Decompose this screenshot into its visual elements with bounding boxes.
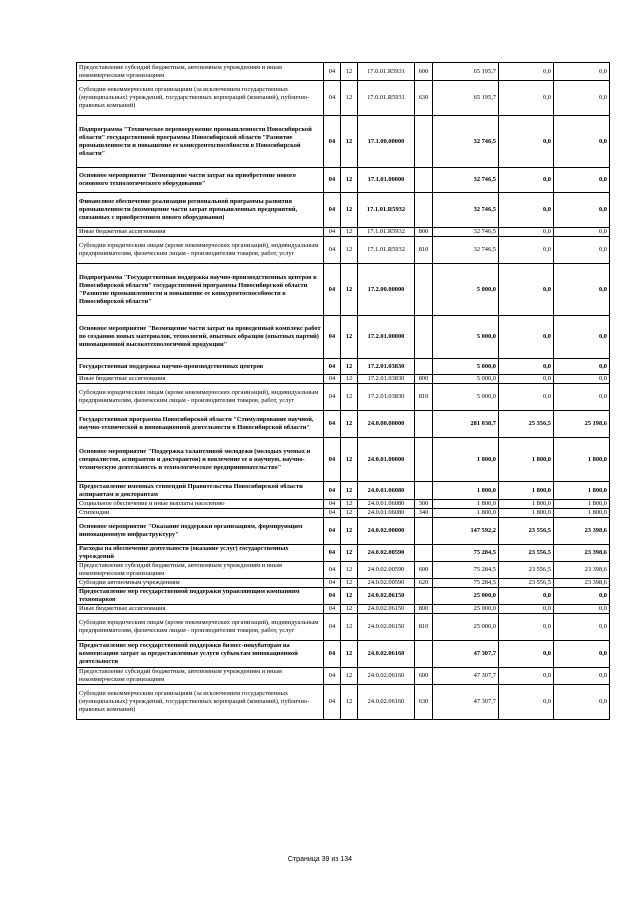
row-sum-3: 0,0 xyxy=(554,228,610,237)
row-sum-1: 5 000,0 xyxy=(433,375,499,384)
row-csr: 17.1.01.R5932 xyxy=(358,237,415,264)
row-vr xyxy=(415,518,433,545)
table-row xyxy=(77,168,610,193)
row-name: Субсидии автономным учреждениям xyxy=(77,579,324,588)
row-pr: 12 xyxy=(341,641,358,668)
table-row xyxy=(77,562,610,579)
row-sum-2: 0,0 xyxy=(499,316,554,359)
table-row xyxy=(77,384,610,411)
row-rz: 04 xyxy=(324,375,341,384)
row-pr: 12 xyxy=(341,81,358,116)
row-pr: 12 xyxy=(341,264,358,316)
row-csr: 24.0.01.06080 xyxy=(358,482,415,500)
row-sum-2: 0,0 xyxy=(499,605,554,614)
row-name: Предоставление субсидий бюджетным, автономным учреждениям и иным некоммерческим организациям xyxy=(77,562,324,579)
row-vr: 800 xyxy=(415,228,433,237)
row-sum-3: 25 198,6 xyxy=(554,411,610,438)
row-sum-2: 25 356,5 xyxy=(499,411,554,438)
row-csr: 17.1.00.00000 xyxy=(358,116,415,168)
row-csr: 24.0.02.00590 xyxy=(358,545,415,562)
row-name: Предоставление субсидий бюджетным, автономным учреждениям и иным некоммерческим организациям xyxy=(77,668,324,685)
row-csr: 17.1.01.R5932 xyxy=(358,193,415,228)
row-sum-3: 0,0 xyxy=(554,116,610,168)
row-rz: 04 xyxy=(324,116,341,168)
row-vr xyxy=(415,316,433,359)
row-sum-1: 47 307,7 xyxy=(433,641,499,668)
table-row xyxy=(77,518,610,545)
row-sum-2: 23 556,5 xyxy=(499,545,554,562)
row-sum-2: 0,0 xyxy=(499,237,554,264)
table-row xyxy=(77,545,610,562)
row-sum-2: 0,0 xyxy=(499,614,554,641)
row-vr: 600 xyxy=(415,668,433,685)
table-row xyxy=(77,685,610,720)
row-vr xyxy=(415,588,433,605)
row-vr xyxy=(415,168,433,193)
row-vr: 630 xyxy=(415,81,433,116)
row-sum-2: 0,0 xyxy=(499,193,554,228)
table-row xyxy=(77,81,610,116)
row-sum-2: 23 556,5 xyxy=(499,518,554,545)
row-sum-1: 75 284,5 xyxy=(433,545,499,562)
table-row xyxy=(77,359,610,375)
row-sum-2: 23 556,5 xyxy=(499,579,554,588)
row-vr xyxy=(415,545,433,562)
row-pr: 12 xyxy=(341,668,358,685)
row-name: Государственная поддержка научно-производственных центров xyxy=(77,359,324,375)
row-sum-3: 0,0 xyxy=(554,588,610,605)
table-row xyxy=(77,588,610,605)
row-sum-1: 5 000,0 xyxy=(433,264,499,316)
row-csr: 24.0.01.00000 xyxy=(358,438,415,482)
row-pr: 12 xyxy=(341,605,358,614)
row-vr xyxy=(415,193,433,228)
row-rz: 04 xyxy=(324,588,341,605)
row-csr: 24.0.02.00590 xyxy=(358,562,415,579)
row-pr: 12 xyxy=(341,438,358,482)
row-sum-2: 23 556,5 xyxy=(499,562,554,579)
row-vr: 600 xyxy=(415,63,433,81)
row-csr: 17.2.01.03830 xyxy=(358,375,415,384)
row-vr xyxy=(415,641,433,668)
row-sum-3: 1 800,0 xyxy=(554,500,610,509)
row-csr: 17.2.01.00000 xyxy=(358,316,415,359)
row-sum-3: 0,0 xyxy=(554,168,610,193)
row-vr: 800 xyxy=(415,375,433,384)
row-sum-2: 0,0 xyxy=(499,641,554,668)
row-rz: 04 xyxy=(324,509,341,518)
row-csr: 17.0.01.R5931 xyxy=(358,63,415,81)
row-sum-3: 23 398,6 xyxy=(554,579,610,588)
row-pr: 12 xyxy=(341,375,358,384)
row-rz: 04 xyxy=(324,482,341,500)
row-sum-1: 47 307,7 xyxy=(433,668,499,685)
row-sum-3: 0,0 xyxy=(554,641,610,668)
row-sum-3: 0,0 xyxy=(554,359,610,375)
row-name: Субсидии юридическим лицам (кроме некоммерческих организаций), индивидуальным предпринимателям, физическим лицам - производителям товаров, работ, услуг xyxy=(77,384,324,411)
row-name: Предоставление субсидий бюджетным, автономным учреждениям и иным некоммерческим организациям xyxy=(77,63,324,81)
row-pr: 12 xyxy=(341,614,358,641)
row-sum-1: 5 000,0 xyxy=(433,359,499,375)
row-sum-3: 23 398,6 xyxy=(554,562,610,579)
row-sum-1: 1 800,0 xyxy=(433,509,499,518)
row-rz: 04 xyxy=(324,168,341,193)
row-pr: 12 xyxy=(341,168,358,193)
row-sum-3: 0,0 xyxy=(554,685,610,720)
table-row xyxy=(77,237,610,264)
row-rz: 04 xyxy=(324,500,341,509)
row-sum-1: 32 746,5 xyxy=(433,193,499,228)
row-sum-3: 0,0 xyxy=(554,668,610,685)
row-csr: 24.0.02.06160 xyxy=(358,641,415,668)
row-sum-1: 65 195,7 xyxy=(433,63,499,81)
row-csr: 17.1.01.00000 xyxy=(358,168,415,193)
row-name: Основное мероприятие "Оказание поддержки организациям, формирующим инновационную инфраструктуру" xyxy=(77,518,324,545)
row-sum-2: 1 800,0 xyxy=(499,500,554,509)
row-pr: 12 xyxy=(341,237,358,264)
row-name: Субсидии юридическим лицам (кроме некоммерческих организаций), индивидуальным предпринимателям, физическим лицам - производителям товаров, работ, услуг xyxy=(77,237,324,264)
row-sum-3: 0,0 xyxy=(554,63,610,81)
row-vr xyxy=(415,116,433,168)
row-rz: 04 xyxy=(324,193,341,228)
row-sum-2: 1 800,0 xyxy=(499,438,554,482)
row-name: Основное мероприятие "Возмещение части затрат на приобретение нового основного технологического оборудования" xyxy=(77,168,324,193)
row-sum-2: 0,0 xyxy=(499,359,554,375)
row-sum-3: 23 398,6 xyxy=(554,545,610,562)
row-vr xyxy=(415,411,433,438)
row-pr: 12 xyxy=(341,316,358,359)
row-vr: 630 xyxy=(415,685,433,720)
row-name: Основное мероприятие "Поддержка талантливой молодежи (молодых ученых и специалистов, аспирантов и докторантов) и вовлечение ее в научную, научно-техническую деятельность и технологическое предпринимательство" xyxy=(77,438,324,482)
table-row xyxy=(77,668,610,685)
row-rz: 04 xyxy=(324,641,341,668)
table-row xyxy=(77,228,610,237)
row-sum-1: 5 000,0 xyxy=(433,316,499,359)
row-csr: 24.0.02.06150 xyxy=(358,588,415,605)
row-name: Предоставление именных стипендий Правительства Новосибирской области аспирантам и докторантам xyxy=(77,482,324,500)
row-csr: 24.0.01.06080 xyxy=(358,509,415,518)
row-vr: 340 xyxy=(415,509,433,518)
row-csr: 24.0.02.06150 xyxy=(358,605,415,614)
row-vr: 620 xyxy=(415,579,433,588)
row-name: Основное мероприятие "Возмещение части затрат на проведенный комплекс работ по созданию новых материалов, технологий, опытных образцов (опытных партий) инновационной высокотехнологичной продукции" xyxy=(77,316,324,359)
row-sum-2: 0,0 xyxy=(499,228,554,237)
row-sum-1: 147 592,2 xyxy=(433,518,499,545)
table-row xyxy=(77,411,610,438)
row-rz: 04 xyxy=(324,438,341,482)
row-sum-1: 25 000,0 xyxy=(433,614,499,641)
row-csr: 24.0.01.06080 xyxy=(358,500,415,509)
row-name: Финансовое обеспечение реализации региональной программы развития промышленности (возмещение части затрат промышленных предприятий, связанных с приобретением нового оборудования) xyxy=(77,193,324,228)
table-row xyxy=(77,614,610,641)
row-rz: 04 xyxy=(324,579,341,588)
row-csr: 24.0.02.00000 xyxy=(358,518,415,545)
row-rz: 04 xyxy=(324,316,341,359)
row-sum-3: 0,0 xyxy=(554,384,610,411)
row-sum-1: 47 307,7 xyxy=(433,685,499,720)
row-name: Расходы на обеспечение деятельности (оказание услуг) государственных учреждений xyxy=(77,545,324,562)
table-row xyxy=(77,500,610,509)
row-pr: 12 xyxy=(341,562,358,579)
row-pr: 12 xyxy=(341,116,358,168)
row-vr: 600 xyxy=(415,562,433,579)
table-row xyxy=(77,193,610,228)
row-vr: 800 xyxy=(415,605,433,614)
row-sum-1: 65 195,7 xyxy=(433,81,499,116)
row-sum-3: 1 800,0 xyxy=(554,509,610,518)
table-row xyxy=(77,438,610,482)
table-row xyxy=(77,605,610,614)
row-pr: 12 xyxy=(341,63,358,81)
row-csr: 24.0.02.06150 xyxy=(358,614,415,641)
row-rz: 04 xyxy=(324,359,341,375)
row-sum-1: 75 284,5 xyxy=(433,562,499,579)
row-rz: 04 xyxy=(324,605,341,614)
row-pr: 12 xyxy=(341,509,358,518)
row-sum-2: 0,0 xyxy=(499,81,554,116)
row-sum-2: 0,0 xyxy=(499,685,554,720)
table-row xyxy=(77,375,610,384)
row-rz: 04 xyxy=(324,614,341,641)
row-sum-2: 0,0 xyxy=(499,264,554,316)
row-sum-2: 0,0 xyxy=(499,168,554,193)
row-vr xyxy=(415,482,433,500)
row-sum-2: 0,0 xyxy=(499,116,554,168)
row-sum-1: 32 746,5 xyxy=(433,168,499,193)
row-sum-1: 25 000,0 xyxy=(433,605,499,614)
row-csr: 17.0.01.R5931 xyxy=(358,81,415,116)
row-sum-2: 1 800,0 xyxy=(499,509,554,518)
table-row xyxy=(77,316,610,359)
table-row xyxy=(77,264,610,316)
row-name: Подпрограмма "Техническое перевооружение промышленности Новосибирской области" государственной программы Новосибирской области "Развитие промышленности и повышение ее конкурентоспособности в Новосибирской области" xyxy=(77,116,324,168)
row-pr: 12 xyxy=(341,685,358,720)
row-sum-3: 0,0 xyxy=(554,81,610,116)
table-row xyxy=(77,63,610,81)
row-sum-1: 25 000,0 xyxy=(433,588,499,605)
row-sum-3: 0,0 xyxy=(554,375,610,384)
row-csr: 24.0.02.06160 xyxy=(358,685,415,720)
row-name: Субсидии юридическим лицам (кроме некоммерческих организаций), индивидуальным предпринимателям, физическим лицам - производителям товаров, работ, услуг xyxy=(77,614,324,641)
row-pr: 12 xyxy=(341,359,358,375)
row-sum-1: 1 800,0 xyxy=(433,482,499,500)
row-name: Субсидии некоммерческим организациям (за исключением государственных (муниципальных) учреждений, государственных корпораций (компаний), публично-правовых компаний) xyxy=(77,685,324,720)
row-name: Стипендии xyxy=(77,509,324,518)
row-csr: 24.0.02.00590 xyxy=(358,579,415,588)
row-rz: 04 xyxy=(324,81,341,116)
row-sum-3: 0,0 xyxy=(554,193,610,228)
row-sum-3: 0,0 xyxy=(554,605,610,614)
row-csr: 17.1.01.R5932 xyxy=(358,228,415,237)
row-csr: 17.2.01.03830 xyxy=(358,359,415,375)
row-pr: 12 xyxy=(341,228,358,237)
row-rz: 04 xyxy=(324,264,341,316)
row-rz: 04 xyxy=(324,228,341,237)
row-csr: 24.0.00.00000 xyxy=(358,411,415,438)
row-sum-3: 0,0 xyxy=(554,264,610,316)
budget-table xyxy=(76,62,610,720)
row-rz: 04 xyxy=(324,518,341,545)
row-rz: 04 xyxy=(324,545,341,562)
row-pr: 12 xyxy=(341,518,358,545)
row-sum-1: 75 284,5 xyxy=(433,579,499,588)
row-sum-3: 23 398,6 xyxy=(554,518,610,545)
row-sum-3: 0,0 xyxy=(554,237,610,264)
row-csr: 17.2.00.00000 xyxy=(358,264,415,316)
row-vr xyxy=(415,264,433,316)
row-name: Иные бюджетные ассигнования xyxy=(77,605,324,614)
row-sum-2: 0,0 xyxy=(499,588,554,605)
row-csr: 17.2.01.03830 xyxy=(358,384,415,411)
row-vr: 810 xyxy=(415,237,433,264)
row-vr: 810 xyxy=(415,614,433,641)
row-rz: 04 xyxy=(324,562,341,579)
row-vr xyxy=(415,438,433,482)
row-name: Иные бюджетные ассигнования xyxy=(77,375,324,384)
row-sum-1: 32 746,5 xyxy=(433,228,499,237)
row-name: Предоставление мер государственной поддержки управляющим компаниям технопарков xyxy=(77,588,324,605)
row-sum-2: 0,0 xyxy=(499,63,554,81)
row-name: Предоставление мер государственной поддержки бизнес-инкубаторам на компенсацию затрат за предоставленные услуги субъектам инновационной деятельности xyxy=(77,641,324,668)
row-name: Иные бюджетные ассигнования xyxy=(77,228,324,237)
row-pr: 12 xyxy=(341,588,358,605)
row-name: Подпрограмма "Государственная поддержка научно-производственных центров в Новосибирской области" государственной программы Новосибирской области "Развитие промышленности и повышение ее конкурентоспособности в Новосибирской области" xyxy=(77,264,324,316)
row-pr: 12 xyxy=(341,193,358,228)
row-sum-2: 0,0 xyxy=(499,384,554,411)
row-sum-2: 0,0 xyxy=(499,375,554,384)
row-rz: 04 xyxy=(324,63,341,81)
row-sum-3: 0,0 xyxy=(554,316,610,359)
row-pr: 12 xyxy=(341,500,358,509)
row-sum-1: 5 000,0 xyxy=(433,384,499,411)
row-sum-2: 1 800,0 xyxy=(499,482,554,500)
row-name: Государственная программа Новосибирской области "Стимулирование научной, научно-технической и инновационной деятельности в Новосибирской области" xyxy=(77,411,324,438)
row-pr: 12 xyxy=(341,384,358,411)
row-name: Социальное обеспечение и иные выплаты населению xyxy=(77,500,324,509)
row-csr: 24.0.02.06160 xyxy=(358,668,415,685)
table-row xyxy=(77,509,610,518)
table-row xyxy=(77,482,610,500)
row-sum-1: 32 746,5 xyxy=(433,116,499,168)
row-rz: 04 xyxy=(324,668,341,685)
row-rz: 04 xyxy=(324,237,341,264)
row-sum-1: 281 038,7 xyxy=(433,411,499,438)
table-row xyxy=(77,116,610,168)
page-footer: Страница 39 из 134 xyxy=(287,856,353,863)
row-name: Субсидии некоммерческим организациям (за исключением государственных (муниципальных) учреждений, государственных корпораций (компаний), публично-правовых компаний) xyxy=(77,81,324,116)
row-sum-1: 1 800,0 xyxy=(433,500,499,509)
row-pr: 12 xyxy=(341,579,358,588)
row-sum-3: 0,0 xyxy=(554,614,610,641)
row-pr: 12 xyxy=(341,482,358,500)
row-sum-2: 0,0 xyxy=(499,668,554,685)
table-row xyxy=(77,579,610,588)
table-row xyxy=(77,641,610,668)
row-vr: 810 xyxy=(415,384,433,411)
row-vr xyxy=(415,359,433,375)
row-sum-1: 32 746,5 xyxy=(433,237,499,264)
row-pr: 12 xyxy=(341,545,358,562)
row-rz: 04 xyxy=(324,384,341,411)
row-sum-3: 1 800,0 xyxy=(554,438,610,482)
row-vr: 300 xyxy=(415,500,433,509)
row-sum-1: 1 800,0 xyxy=(433,438,499,482)
row-sum-3: 1 800,0 xyxy=(554,482,610,500)
row-pr: 12 xyxy=(341,411,358,438)
row-rz: 04 xyxy=(324,685,341,720)
row-rz: 04 xyxy=(324,411,341,438)
